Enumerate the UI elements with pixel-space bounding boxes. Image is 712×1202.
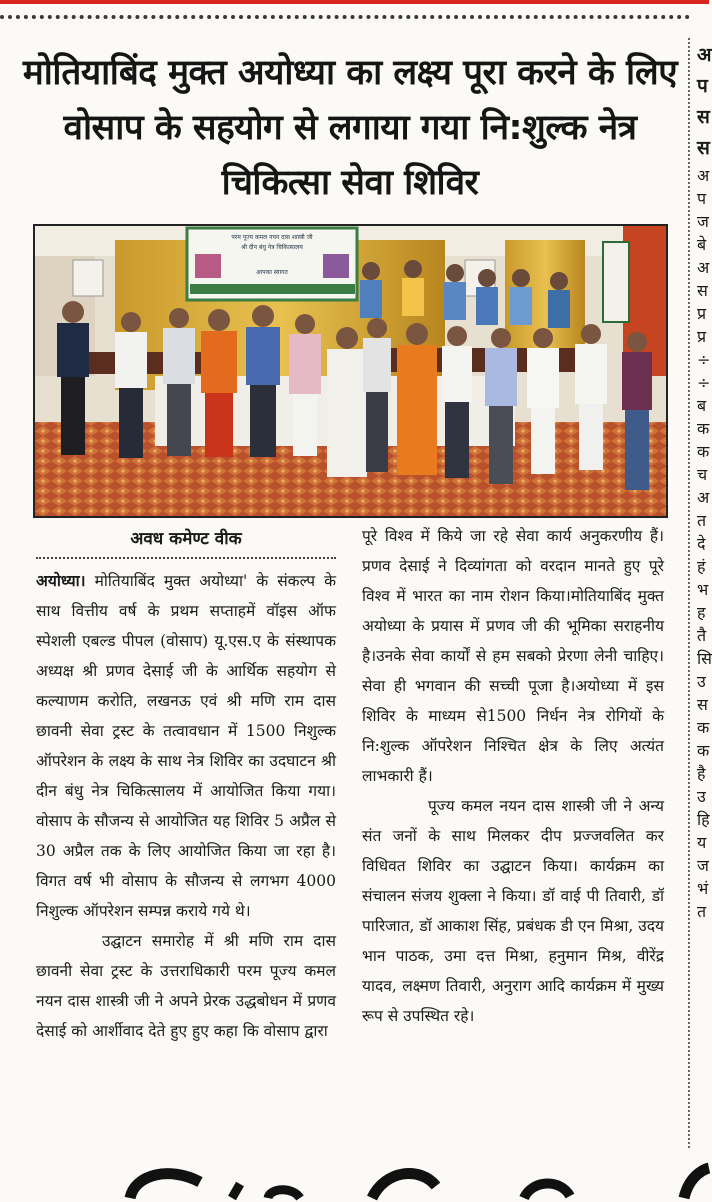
adjacent-text-glyph: ह (697, 603, 706, 622)
adjacent-text-glyph: अ (697, 166, 710, 185)
adjacent-text-glyph: हं (697, 557, 706, 576)
adjacent-text-glyph: क (697, 741, 710, 760)
adjacent-text-glyph: बे (697, 235, 707, 254)
adjacent-text-glyph: क (697, 419, 710, 438)
adjacent-headline-fragment (697, 40, 712, 164)
adjacent-text-glyph: अ (697, 258, 710, 277)
adjacent-text-glyph: दे (697, 534, 706, 553)
banner-line-3: आपका स्वागत (256, 269, 288, 276)
top-red-rule (0, 0, 709, 4)
byline-underline (36, 557, 336, 559)
adjacent-text-glyph: तै (697, 626, 707, 645)
adjacent-text-glyph: त (697, 902, 707, 921)
adjacent-text-glyph: अ (697, 488, 710, 507)
adjacent-text-glyph: हि (697, 810, 710, 829)
adjacent-text-glyph: क (697, 442, 710, 461)
adjacent-text-glyph: स (697, 695, 708, 714)
adjacent-text-glyph: ÷ (697, 350, 711, 369)
adjacent-headline-glyph: अ (697, 44, 712, 66)
adjacent-text-glyph: सि (697, 649, 712, 668)
dateline: अयोध्या। (36, 572, 86, 590)
article-column-1 (36, 566, 336, 1046)
adjacent-text-glyph: प्र (697, 327, 707, 346)
banner-line-1: परम पूज्य कमल नयन दास शास्त्री जी (231, 234, 313, 241)
adjacent-text-glyph: ज (697, 856, 709, 875)
next-headline-fragment (0, 1162, 709, 1198)
adjacent-text-glyph: भ (697, 580, 709, 599)
paragraph-text: मोतियाबिंद मुक्त अयोध्या' के संकल्प के साथ वित्तीय वर्ष के प्रथम सप्ताहमें वॉइस ऑफ स्पेशली एबल्ड पीपल (वोसाप) यू.एस.ए के संस्थापक अध्यक्ष श्री प्रणव देसाई जी के आर्थिक सहयोग से कल्याणम करोति, लखनऊ एवं श्री मणि राम दास छावनी सेवा ट्रस्ट के तत्वावधान में 1500 निशुल्क ऑपरेशन के लक्ष्य के साथ नेत्र शिविर का उदघाटन श्री दीन बंधु नेत्र चिकित्सालय में आयोजित किया गया। वोसाप के सौजन्य से आयोजित यह शिविर 5 अप्रैल से 30 अप्रैल तक के लिए आयोजित किया जा रहा है।विगत वर्ष भी वोसाप के सौजन्य से लगभग 4000 निशुल्क ऑपरेशन सम्पन्न कराये गये थे। (36, 572, 336, 920)
adjacent-text-glyph: स (697, 281, 708, 300)
adjacent-text-glyph: उ (697, 787, 706, 806)
adjacent-text-glyph: उ (697, 672, 706, 691)
adjacent-text-glyph: भं (697, 879, 709, 898)
article-paragraph (36, 566, 336, 926)
adjacent-text-glyph: त (697, 511, 707, 530)
adjacent-headline-glyph: स (697, 106, 710, 128)
adjacent-text-glyph: प (697, 189, 707, 208)
adjacent-text-glyph: क (697, 718, 710, 737)
banner-line-2: श्री दीन बंधु नेत्र चिकित्सालय (241, 244, 303, 251)
column-divider (688, 38, 690, 1148)
adjacent-text-glyph: प्र (697, 304, 707, 323)
article-column-2 (362, 521, 664, 1031)
article-paragraph: उद्घाटन समारोह में श्री मणि राम दास छावनी सेवा ट्रस्ट के उत्तराधिकारी परम पूज्य कमल नयन दास शास्त्री जी ने अपने प्रेरक उद्धबोधन में प्रणव देसाई को आर्शीवाद देते हुए हुए कहा कि वोसाप द्वारा (36, 932, 336, 1040)
adjacent-headline-glyph: प (697, 75, 708, 97)
byline: अवध कमेण्ट वीक (130, 529, 242, 549)
adjacent-text-glyph: च (697, 465, 708, 484)
article-paragraph: पूरे विश्व में किये जा रहे सेवा कार्य अनुकरणीय हैं।प्रणव देसाई ने दिव्यांगता को वरदान मानते हुए पूरे विश्व में भारत का नाम रोशन किया।मोतियाबिंद मुक्त अयोध्या के प्रयास में प्रणव जी की भूमिका सराहनीय है।उनके सेवा कार्यों से हम सबको प्रेरणा लेनी चाहिए।सेवा ही भगवान की सच्ची पूजा है।अयोध्या में इस शिविर के माध्यम से1500 निर्धन नेत्र रोगियों के नि:शुल्क ऑपरेशन निश्चित क्षेत्र के लिए अत्यंत लाभकारी हैं। (362, 527, 664, 785)
adjacent-text-glyph: ज (697, 212, 709, 231)
adjacent-text-glyph: ब (697, 396, 707, 415)
adjacent-text-glyph: य (697, 833, 707, 852)
event-photo (33, 224, 668, 518)
adjacent-article-fragment (697, 40, 712, 923)
adjacent-headline-glyph: स (697, 137, 710, 159)
adjacent-text-glyph: ÷ (697, 373, 711, 392)
adjacent-text-fragment (697, 164, 712, 923)
top-dotted-rule (0, 15, 690, 19)
article-headline: मोतियाबिंद मुक्त अयोध्या का लक्ष्य पूरा करने के लिए वोसाप के सहयोग से लगाया गया नि:शुल्क नेत्र चिकित्सा सेवा शिविर (22, 53, 678, 203)
adjacent-text-glyph: है (697, 764, 706, 783)
article-paragraph: पूज्य कमल नयन दास शास्त्री जी ने अन्य संत जनों के साथ मिलकर दीप प्रज्जवलित कर विधिवत शिविर का उद्घाटन किया। कार्यक्रम का संचालन संजय शुक्ला ने किया। डॉ वाई पी तिवारी, डॉ पारिजात, डॉ आकाश सिंह, प्रबंधक डी एन मिश्रा, उदय भान पाठक, उमा दत्त मिश्रा, हनुमान मिश्र, वीरेंद्र यादव, लक्ष्मण तिवारी, अनुराग आदि कार्यक्रम में मुख्य रूप से उपस्थित रहे। (362, 797, 664, 1025)
